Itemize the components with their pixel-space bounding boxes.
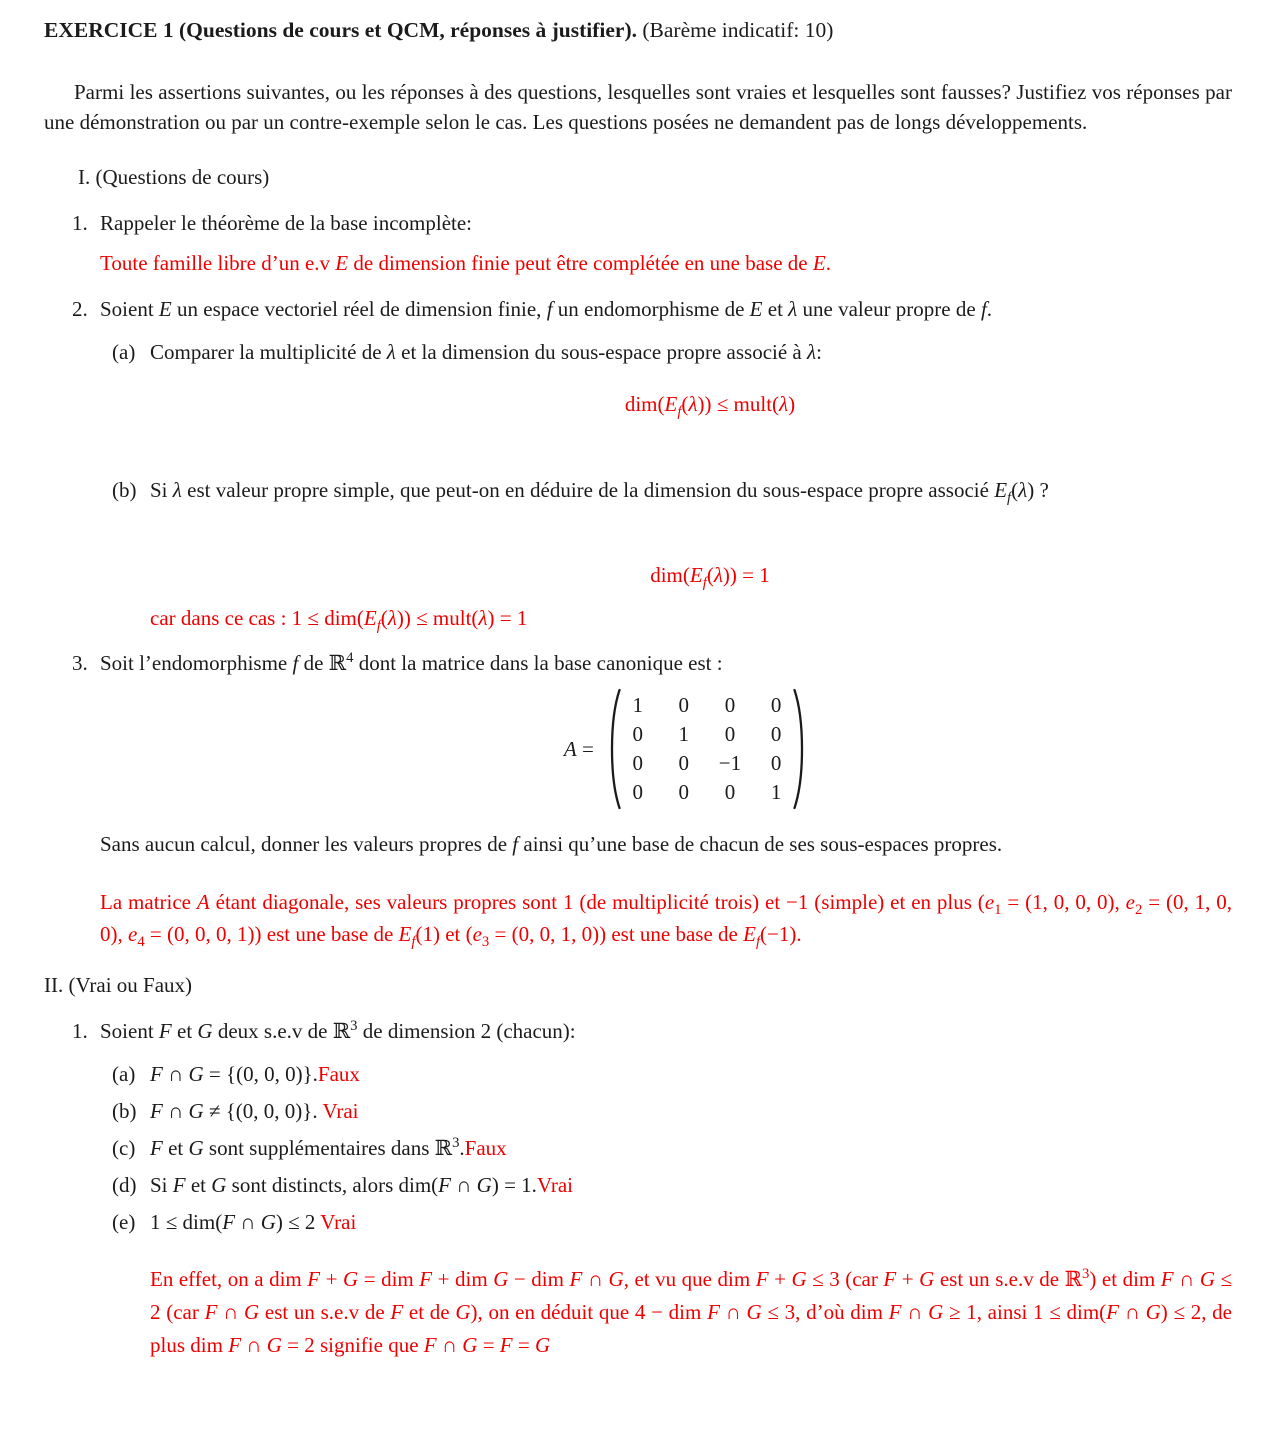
tf-verdict: Faux — [464, 1136, 507, 1161]
matrix-cell: −1 — [718, 751, 742, 776]
matrix-paren-left-icon — [606, 687, 622, 811]
question-2 — [44, 295, 1232, 323]
tf-item-d-label: (d) — [112, 1173, 137, 1198]
matrix-cell: 0 — [724, 693, 736, 718]
tf-item-a-label: (a) — [112, 1062, 136, 1087]
matrix-cell: 1 — [678, 722, 690, 747]
matrix-paren-right-icon — [792, 687, 808, 811]
subquestion-2a — [44, 338, 1232, 366]
section-1-label: I. — [78, 165, 91, 190]
tf-item-a-body — [150, 1060, 1232, 1088]
question-1-number: 1. — [72, 211, 88, 236]
section-2-label: II. — [44, 972, 64, 997]
matrix-lhs: A = — [563, 737, 594, 762]
question-2-text: Soient E un espace vectoriel réel de dimension finie, f un endomorphisme de E et λ une valeur propre de f. — [100, 297, 993, 322]
question-1 — [44, 209, 1232, 237]
section-1-heading — [44, 163, 1232, 191]
matrix-cell: 0 — [678, 780, 690, 805]
section-2-heading — [44, 971, 1232, 999]
tf-item-d-body — [150, 1171, 1232, 1199]
subquestion-2a-label: (a) — [112, 340, 136, 365]
subquestion-2b-label: (b) — [112, 478, 137, 503]
tf-verdict: Faux — [317, 1062, 360, 1087]
matrix-cell: 0 — [678, 751, 690, 776]
question-3-text: Soit l’endomorphisme f de ℝ$^4$ dont la matrice dans la base canonique est : — [100, 650, 723, 676]
title-bold-part: EXERCICE 1 (Questions de cours et QCM, réponses à justifier). — [44, 18, 638, 42]
tf-statement: 1 ≤ dim(F ∩ G) ≤ 2 — [150, 1210, 321, 1235]
subquestion-2b — [44, 476, 1232, 507]
vrai-faux-question-text: Soient F et G deux s.e.v de ℝ$^3$ de dimension 2 (chacun): — [100, 1018, 576, 1044]
tf-statement: F ∩ G ≠ {(0, 0, 0)}. — [150, 1099, 323, 1124]
tf-item-b — [44, 1097, 1232, 1125]
matrix-cell: 0 — [678, 693, 690, 718]
tf-item-c-label: (c) — [112, 1136, 136, 1161]
matrix — [622, 691, 792, 807]
tf-item-c-body — [150, 1134, 1232, 1162]
matrix-cell: 0 — [632, 722, 644, 747]
section-2-title: (Vrai ou Faux) — [68, 972, 193, 997]
matrix-cell: 0 — [770, 722, 782, 747]
question-3-followup: Sans aucun calcul, donner les valeurs propres de f ainsi qu’une base de chacun de ses sous-espaces propres. — [100, 832, 1003, 857]
tf-item-d — [44, 1171, 1232, 1199]
title-suffix: (Barème indicatif: 10) — [642, 18, 834, 42]
tf-item-c — [44, 1134, 1232, 1162]
matrix-equation — [44, 687, 1232, 811]
tf-statement: Si F et G sont distincts, alors dim(F ∩ G) = 1. — [150, 1173, 537, 1198]
answer-3-paragraph: La matrice A étant diagonale, ses valeurs propres sont 1 (de multiplicité trois) et −1 (simple) et en plus ($e_1 = (1$, 0, 0, 0), $e_2 = (0$, 1, 0, 0), $e_4 = (0$, 0, 0, 1)) est une base de $E_f(1)$ et ($e_3 = (0$, 0, 1, 0)) est une base de $E_f(-1)$. — [100, 889, 1232, 950]
tf-verdict: Vrai — [536, 1173, 573, 1198]
vrai-faux-question-number: 1. — [72, 1019, 88, 1044]
tf-item-e-body — [150, 1208, 1232, 1236]
matrix-cell: 1 — [632, 693, 644, 718]
tf-verdict: Vrai — [322, 1099, 359, 1124]
question-3-number: 3. — [72, 651, 88, 676]
formula-dim-le-mult: $dim(E_f(\lambda))$ ≤ mult(λ) — [624, 391, 796, 420]
note-dim-bounds: car dans ce cas : $1 \le dim(E_f(\lambda))$ ≤ mult(λ) = 1 — [150, 605, 528, 634]
tf-statement: F ∩ G = {(0, 0, 0)}. — [150, 1062, 318, 1087]
tf-verdict: Vrai — [320, 1210, 357, 1235]
answer-1-text: Toute famille libre d’un e.v E de dimension finie peut être complétée en une base de E. — [100, 250, 831, 275]
subquestion-2b-text: Si λ est valeur propre simple, que peut-on en déduire de la dimension du sous-espace propre associé $E_f(\lambda)$ ? — [150, 478, 1049, 507]
tf-statement: F et G sont supplémentaires dans ℝ$^3$. — [150, 1135, 465, 1161]
tf-item-e — [44, 1208, 1232, 1236]
tf-item-b-body — [150, 1097, 1232, 1125]
matrix-cell: 1 — [770, 780, 782, 805]
tf-item-a — [44, 1060, 1232, 1088]
tf-item-e-label: (e) — [112, 1210, 136, 1235]
subquestion-2a-text: Comparer la multiplicité de λ et la dimension du sous-espace propre associé à λ: — [150, 340, 822, 365]
formula-dim-eq-1: $dim(E_f(\lambda)) = 1$ — [650, 563, 770, 592]
tf-item-b-label: (b) — [112, 1099, 137, 1124]
section-1-title: (Questions de cours) — [95, 165, 270, 190]
question-3 — [44, 649, 1232, 677]
question-1-text: Rappeler le théorème de la base incomplète: — [100, 211, 473, 236]
conclusion-paragraph: En effet, on a dim F + G = dim F + dim G − dim F ∩ G, et vu que dim F + G ≤ 3 (car F + G est un s.e.v de ℝ$^3$) et dim F ∩ G ≤ 2 (car F ∩ G est un s.e.v de F et de G), on en déduit que 4 − dim F ∩ G ≤ 3, d’où dim F ∩ G ≥ 1, ainsi 1 ≤ dim(F ∩ G) ≤ 2, de plus dim F ∩ G = 2 signifie que F ∩ G = F = G — [150, 1266, 1233, 1358]
matrix-cell: 0 — [724, 722, 736, 747]
vrai-faux-list — [44, 1060, 1232, 1236]
matrix-cell: 0 — [770, 693, 782, 718]
intro-paragraph: Parmi les assertions suivantes, ou les réponses à des questions, lesquelles sont vraies et lesquelles sont fausses? Justifiez vos réponses par une démonstration ou par un contre-exemple selon le cas. Les questions posées ne demandent pas de longs développements. — [44, 80, 1232, 135]
matrix-cell: 0 — [632, 751, 644, 776]
matrix-cell: 0 — [770, 751, 782, 776]
matrix-cell: 0 — [724, 780, 736, 805]
vrai-faux-question — [44, 1017, 1232, 1045]
document-title — [44, 16, 1232, 45]
matrix-cell: 0 — [632, 780, 644, 805]
question-2-number: 2. — [72, 297, 88, 322]
